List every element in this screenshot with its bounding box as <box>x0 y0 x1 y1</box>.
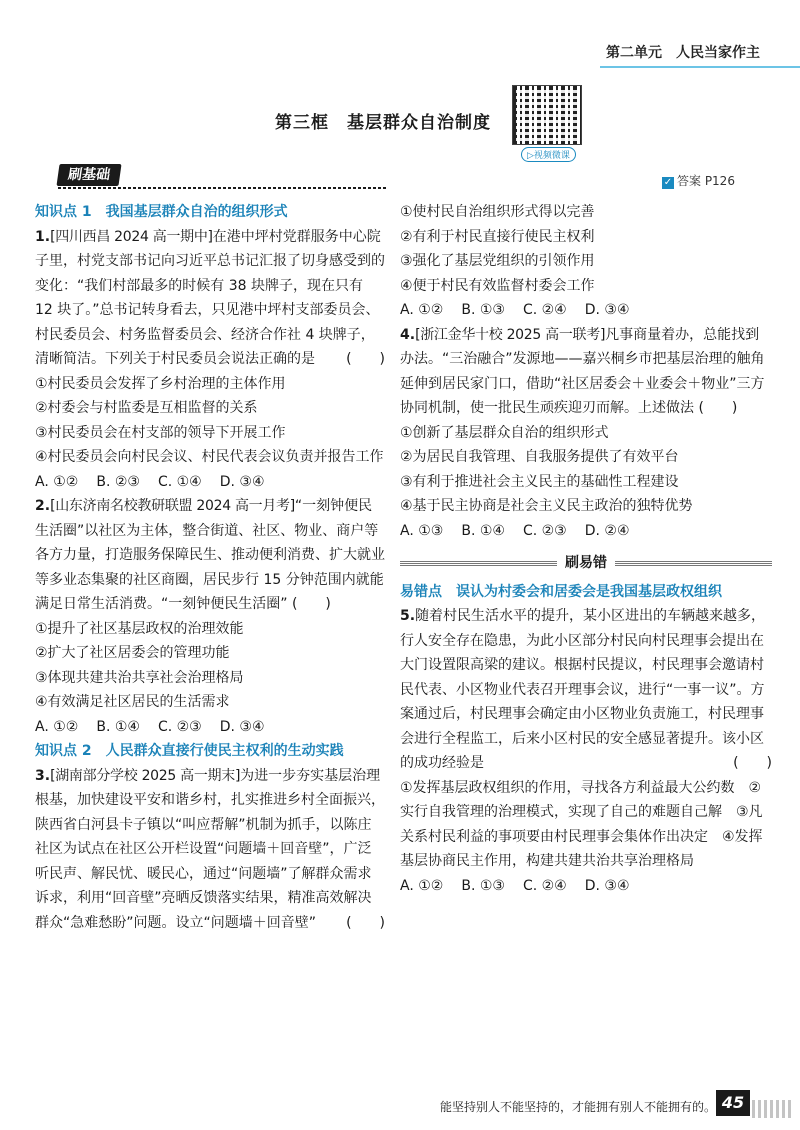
choice-d: D. ③④ <box>219 718 265 735</box>
page-number: 45 <box>716 1090 750 1116</box>
question-stem: 为进一步夯实基层治理根基，加快建设平安和谐乡村，扎实推进乡村全面振兴，陕西省白河县卡子镇以“叫应帮解”机制为抓手，以陈庄社区为试点在社区公开栏设置“问题墙＋回音壁”，广泛听民声、解民忧、暖民心，通过“问题墙”了解群众需求诉求，利用“回音壁”亮晒反馈落实结果，精准高效解决群众“急难愁盼”问题。设立“问题墙＋回音壁” <box>35 767 385 931</box>
choice-d: D. ③④ <box>584 877 630 894</box>
question-4 <box>400 323 772 421</box>
question-source: [山东济南名校教研联盟 2024 高一月考] <box>50 498 295 514</box>
choice-c: C. ②④ <box>522 302 567 318</box>
running-head: 第二单元 人民当家作主 <box>606 45 760 61</box>
answer-paren: ( ) <box>346 914 385 931</box>
choice-c: C. ①④ <box>157 473 202 490</box>
option: ④有效满足社区居民的生活需求 <box>35 694 230 710</box>
question-source: [湖南部分学校 2025 高一期末] <box>50 767 241 784</box>
choice-row <box>400 519 772 544</box>
qr-code-icon[interactable] <box>512 85 582 145</box>
error-point-text: 误认为村委会和居委会是我国基层政权组织 <box>456 583 722 600</box>
section-rule-right <box>615 560 772 566</box>
question-3 <box>35 764 385 936</box>
choice-row <box>35 470 385 495</box>
left-column <box>35 200 385 935</box>
answer-paren: ( ) <box>346 351 385 367</box>
question-number: 2. <box>35 498 51 514</box>
footer-motto: 能坚持别人不能坚持的，才能拥有别人不能拥有的。 <box>440 1100 717 1114</box>
option: ③强化了基层党组织的引领作用 <box>400 253 595 269</box>
option: ④便于村民有效监督村委会工作 <box>400 277 595 294</box>
option: ①提升了社区基层政权的治理效能 <box>35 620 244 637</box>
choice-a: A. ①② <box>35 473 79 490</box>
answer-ref-text: 答案 P126 <box>677 174 735 188</box>
options-inline: ①发挥基层政权组织的作用，寻找各方利益最大公约数 ②实行自我管理的治理模式，实现了自己的难题自己解 ③凡关系村民利益的事项要由村民理事会集体作出决定 ④发挥基层协商民主作用，构建共建共治共享治理格局 <box>400 779 763 869</box>
section-badge-basics: 刷基础 <box>56 164 121 186</box>
option: ①村民委员会发挥了乡村治理的主体作用 <box>35 375 286 392</box>
error-point-label: 易错点 <box>400 583 442 600</box>
section-title: 刷易错 <box>565 555 607 571</box>
question-stem: 随着村民生活水平的提升，某小区进出的车辆越来越多，行人安全存在隐患，为此小区部分村民向村民理事会提出在大门设置限高梁的建议。根据村民提议，村民理事会邀请村民代表、小区物业代表召开理事会议，进行“一事一议”。方案通过后，村民理事会确定由小区物业负责施工，村民理事会进行全程监工，后来小区村民的安全感显著提升。该小区的成功经验是 <box>400 608 766 771</box>
choice-b: B. ①③ <box>461 877 505 894</box>
badge-underline <box>58 187 388 189</box>
section-rule-left <box>400 560 557 566</box>
question-number: 4. <box>400 326 416 343</box>
choice-a: A. ①② <box>400 302 444 318</box>
option: ③村民委员会在村支部的领导下开展工作 <box>35 424 286 441</box>
choice-b: B. ①③ <box>461 302 505 318</box>
question-number: 5. <box>400 608 416 624</box>
question-source: [四川西昌 2024 高一期中] <box>50 228 213 245</box>
choice-b: B. ①④ <box>461 522 505 539</box>
question-stem: 在港中坪村党群服务中心院子里，村党支部书记向习近平总书记汇报了切身感受到的变化：“我们村部最多的时候有 38 块牌子，现在只有 12 块了。”总书记转身看去，只见港中坪村支部委员会、村民委员会、村务监督委员会、经济合作社 4 块牌子，清晰简洁。下列关于村民委员会说法正确的是 <box>35 228 385 367</box>
answer-reference <box>662 172 735 189</box>
question-2 <box>35 494 385 617</box>
section-header-errors <box>400 551 772 576</box>
footer-decoration <box>752 1100 792 1118</box>
option: ②有利于村民直接行使民主权利 <box>400 228 595 245</box>
option: ④村民委员会向村民会议、村民代表会议负责并报告工作 <box>35 449 384 465</box>
choice-row <box>35 715 385 740</box>
choice-a: A. ①③ <box>400 522 444 539</box>
option: ③体现共建共治共享社会治理格局 <box>35 669 244 686</box>
option: ②村委会与村监委是互相监督的关系 <box>35 400 258 416</box>
choice-d: D. ③④ <box>584 302 630 318</box>
video-lesson-label[interactable]: ▷视频微课 <box>521 147 576 162</box>
option: ③有利于推进社会主义民主的基础性工程建设 <box>400 473 679 490</box>
answer-paren: ( ) <box>698 400 738 416</box>
choice-b: B. ②③ <box>96 473 140 490</box>
page-title: 第三框 基层群众自治制度 <box>275 113 491 133</box>
choice-a: A. ①② <box>400 877 444 894</box>
option: ②为居民自我管理、自我服务提供了有效平台 <box>400 449 679 465</box>
question-source: [浙江金华十校 2025 高一联考] <box>415 326 606 343</box>
question-1 <box>35 225 385 372</box>
choice-row <box>400 298 772 323</box>
choice-b: B. ①④ <box>96 718 140 735</box>
choice-row <box>400 874 772 899</box>
choice-d: D. ③④ <box>219 473 265 490</box>
question-stem: 凡事商量着办，总能找到办法。“三治融合”发源地——嘉兴桐乡市把基层治理的触角延伸到居民家门口，借助“社区居委会＋业委会＋物业”三方协同机制，使一批民生顽疾迎刃而解。上述做法 <box>400 326 765 416</box>
option: ④基于民主协商是社会主义民主政治的独特优势 <box>400 498 693 514</box>
choice-d: D. ②④ <box>584 522 630 539</box>
check-icon: ✓ <box>663 177 673 188</box>
option: ①创新了基层群众自治的组织形式 <box>400 424 609 441</box>
knowledge-point-1: 知识点 1 我国基层群众自治的组织形式 <box>35 204 288 220</box>
knowledge-point-2: 知识点 2 人民群众直接行使民主权利的生动实践 <box>35 743 344 759</box>
choice-c: C. ②③ <box>522 522 567 539</box>
choice-a: A. ①② <box>35 718 79 735</box>
error-point <box>400 580 772 605</box>
header-rule <box>600 66 800 68</box>
answer-paren: ( ) <box>733 755 772 771</box>
question-number: 1. <box>35 228 51 245</box>
question-stem: “一刻钟便民生活圈”以社区为主体，整合街道、社区、物业、商户等各方力量，打造服务保障民生、推动便利消费、扩大就业等多业态集聚的社区商圈，居民步行 15 分钟范围内就能满足日常生活消费。“一刻钟便民生活圈” <box>35 498 385 612</box>
question-5 <box>400 604 772 776</box>
choice-c: C. ②④ <box>522 877 567 894</box>
choice-c: C. ②③ <box>157 718 202 735</box>
option: ②扩大了社区居委会的管理功能 <box>35 645 230 661</box>
right-column <box>400 200 772 898</box>
question-number: 3. <box>35 767 51 784</box>
option: ①使村民自治组织形式得以完善 <box>400 204 595 220</box>
answer-paren: ( ) <box>291 596 331 612</box>
